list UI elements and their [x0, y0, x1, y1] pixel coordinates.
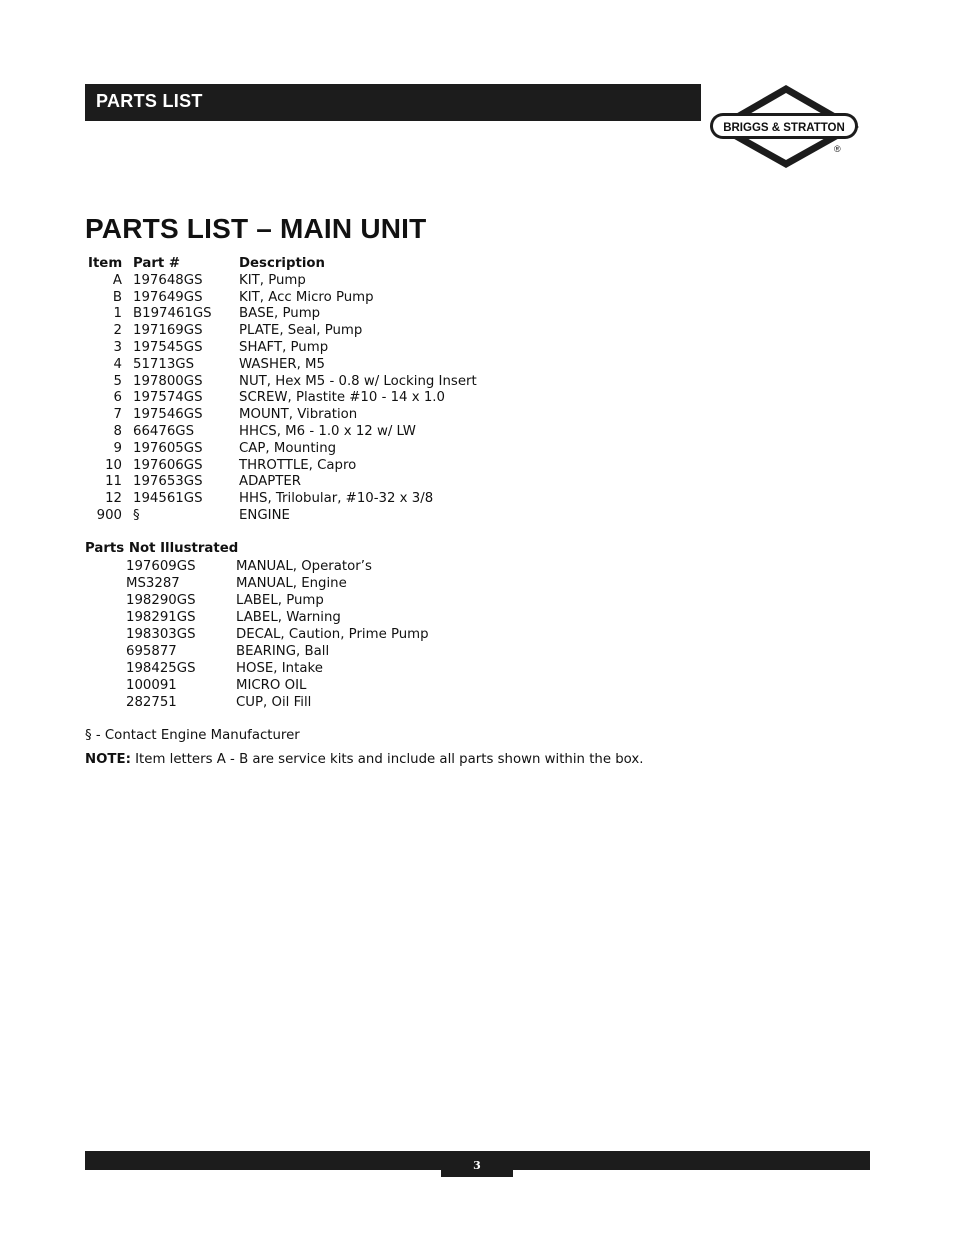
description-cell: THROTTLE, Capro: [239, 457, 357, 473]
table-row: [85, 407, 477, 424]
item-cell: 2: [113, 323, 122, 339]
part-number-cell: 198290GS: [126, 593, 196, 608]
column-header-description: Description: [239, 256, 326, 271]
description-cell: SHAFT, Pump: [239, 339, 329, 355]
part-number-cell: 197653GS: [133, 474, 203, 490]
table-row: [85, 458, 477, 475]
description-cell: MANUAL, Operator’s: [236, 559, 372, 574]
table-row: [126, 592, 429, 609]
item-cell: 12: [105, 491, 122, 507]
table-row: [126, 660, 429, 677]
briggs-stratton-logo: [708, 84, 864, 170]
table-row: [85, 290, 477, 307]
page-number: 3: [441, 1151, 513, 1177]
table-row: [126, 677, 429, 694]
table-row: [85, 374, 477, 391]
column-header-item: Item: [88, 256, 123, 271]
item-cell: 10: [105, 457, 122, 473]
column-header-part: Part #: [133, 256, 181, 271]
part-number-cell: 282751: [126, 695, 177, 710]
part-number-cell: 197800GS: [133, 373, 203, 389]
table-row: [85, 441, 477, 458]
note-text: Item letters A - B are service kits and include all parts shown within the box.: [130, 752, 644, 767]
item-cell: 9: [113, 440, 122, 456]
part-number-cell: 197169GS: [133, 323, 203, 339]
item-cell: 3: [113, 339, 122, 355]
part-number-cell: 197605GS: [133, 440, 203, 456]
table-row: [85, 491, 477, 508]
table-row: [126, 694, 429, 711]
description-cell: WASHER, M5: [239, 356, 325, 372]
description-cell: NUT, Hex M5 - 0.8 w/ Locking Insert: [239, 373, 477, 389]
item-cell: 4: [113, 356, 122, 372]
part-number-cell: 100091: [126, 678, 177, 693]
kit-note: [85, 752, 644, 767]
engine-footnote: § - Contact Engine Manufacturer: [85, 728, 300, 743]
item-cell: 11: [105, 474, 122, 490]
part-number-cell: 197648GS: [133, 272, 203, 288]
logo-wordmark: BRIGGS & STRATTON: [723, 122, 845, 134]
part-number-cell: 197545GS: [133, 339, 203, 355]
item-cell: 900: [96, 507, 122, 523]
description-cell: MOUNT, Vibration: [239, 407, 358, 423]
part-number-cell: MS3287: [126, 576, 180, 591]
table-row: [126, 575, 429, 592]
item-cell: 8: [113, 423, 122, 439]
parts-not-illustrated-table: [126, 558, 429, 711]
item-cell: 5: [113, 373, 122, 389]
description-cell: SCREW, Plastite #10 - 14 x 1.0: [239, 390, 445, 406]
section-header-bar: [85, 84, 701, 121]
part-number-cell: 197649GS: [133, 289, 203, 305]
table-row: [85, 323, 477, 340]
part-number-cell: 51713GS: [133, 356, 195, 372]
parts-not-illustrated-title: Parts Not Illustrated: [85, 541, 239, 556]
table-row: [85, 357, 477, 374]
table-row: [85, 474, 477, 491]
part-number-cell: 197546GS: [133, 407, 203, 423]
description-cell: ENGINE: [239, 507, 290, 523]
table-row: [85, 424, 477, 441]
table-row: [85, 306, 477, 323]
table-row: [126, 609, 429, 626]
part-number-cell: 197609GS: [126, 559, 196, 574]
section-header-label: PARTS LIST: [96, 91, 203, 111]
table-row: [85, 508, 477, 525]
page-title: PARTS LIST – MAIN UNIT: [85, 213, 427, 244]
part-number-cell: 66476GS: [133, 423, 195, 439]
table-row: [85, 340, 477, 357]
description-cell: KIT, Pump: [239, 272, 306, 288]
description-cell: ADAPTER: [239, 474, 301, 490]
table-row: [85, 273, 477, 290]
table-row: [126, 643, 429, 660]
logo-registered-mark: ®: [834, 144, 841, 154]
item-cell: 6: [113, 390, 122, 406]
item-cell: A: [112, 272, 122, 288]
description-cell: PLATE, Seal, Pump: [239, 323, 363, 339]
description-cell: KIT, Acc Micro Pump: [239, 289, 374, 305]
parts-table: [85, 256, 477, 525]
part-number-cell: 198303GS: [126, 627, 196, 642]
description-cell: CUP, Oil Fill: [236, 695, 312, 710]
part-number-cell: B197461GS: [133, 306, 212, 322]
description-cell: BASE, Pump: [239, 306, 321, 322]
description-cell: HHCS, M6 - 1.0 x 12 w/ LW: [239, 423, 416, 439]
item-cell: B: [112, 289, 122, 305]
part-number-cell: 197606GS: [133, 457, 203, 473]
note-label: NOTE:: [85, 752, 131, 767]
description-cell: HHS, Trilobular, #10-32 x 3/8: [239, 491, 434, 507]
item-cell: 7: [113, 407, 122, 423]
description-cell: DECAL, Caution, Prime Pump: [236, 627, 429, 642]
part-number-cell: 194561GS: [133, 491, 203, 507]
table-row: [126, 626, 429, 643]
item-cell: 1: [113, 306, 122, 322]
description-cell: MICRO OIL: [236, 678, 307, 693]
part-number-cell: 198291GS: [126, 610, 196, 625]
part-number-cell: §: [133, 507, 140, 523]
table-row: [85, 390, 477, 407]
part-number-cell: 695877: [126, 644, 177, 659]
description-cell: LABEL, Pump: [236, 593, 324, 608]
description-cell: LABEL, Warning: [236, 610, 341, 625]
table-row: [126, 558, 429, 575]
part-number-cell: 197574GS: [133, 390, 203, 406]
description-cell: CAP, Mounting: [239, 440, 337, 456]
description-cell: BEARING, Ball: [236, 644, 330, 659]
description-cell: HOSE, Intake: [236, 661, 323, 676]
part-number-cell: 198425GS: [126, 661, 196, 676]
parts-table-header-row: [85, 256, 477, 273]
description-cell: MANUAL, Engine: [236, 576, 347, 591]
